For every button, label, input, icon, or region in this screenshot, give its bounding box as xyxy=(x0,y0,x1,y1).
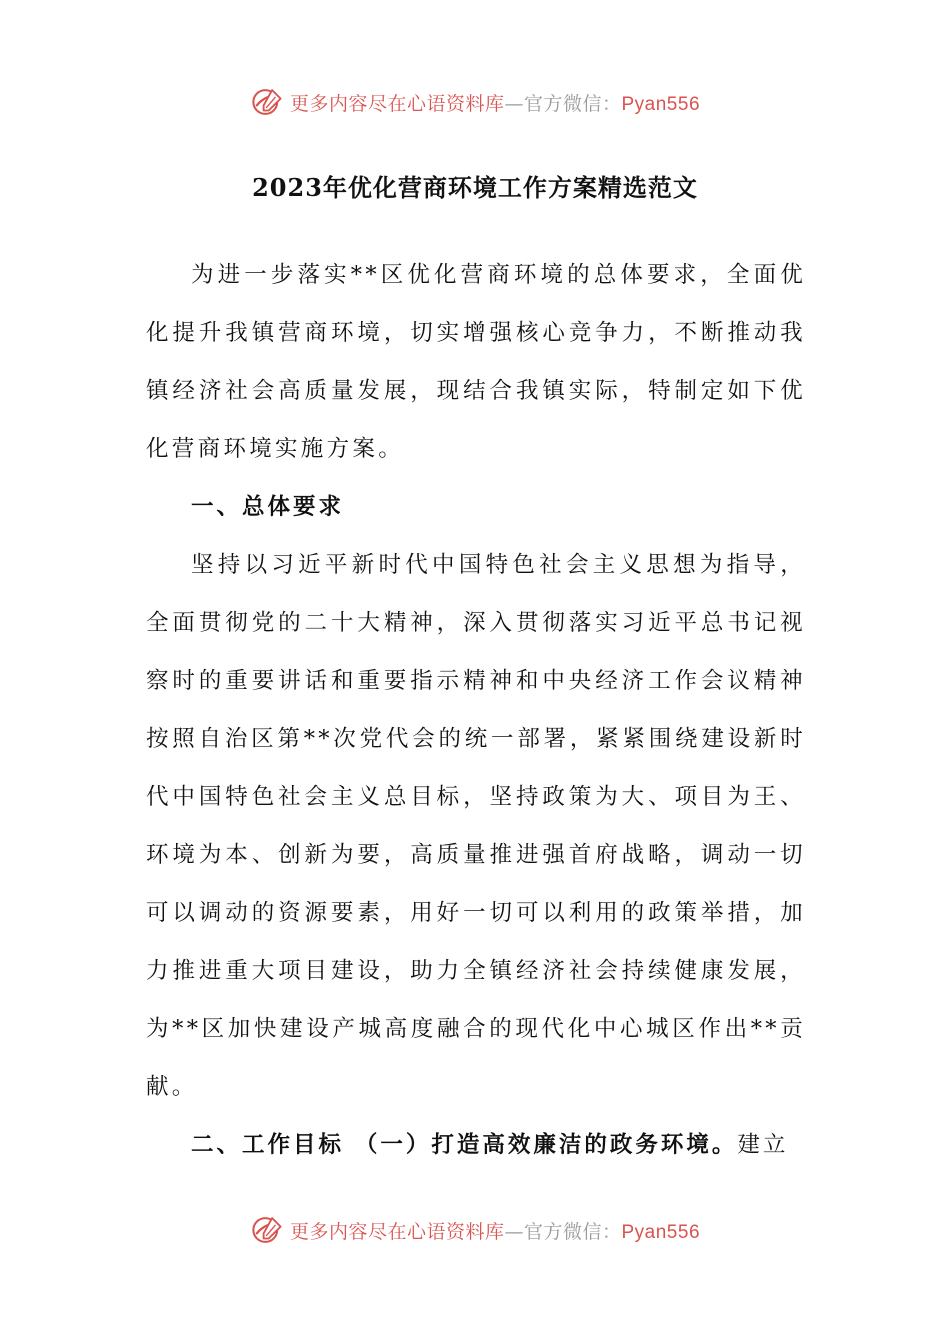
document-title: 2023年优化营商环境工作方案精选范文 xyxy=(252,173,698,202)
watermark-label: 官方微信： xyxy=(523,92,622,115)
watermark-footer xyxy=(0,1210,950,1250)
document-body xyxy=(146,246,806,1174)
section-heading-2-text: 二、工作目标 （一）打造高效廉洁的政务环境。 xyxy=(191,1132,738,1158)
watermark-prefix: 更多内容尽在心语资料库 xyxy=(289,1220,505,1243)
watermark-separator: — xyxy=(504,92,524,115)
watermark-header xyxy=(0,82,950,122)
section-heading-1: 一、总体要求 xyxy=(191,494,345,520)
watermark-text xyxy=(290,1217,700,1244)
pen-logo-icon xyxy=(250,1213,284,1247)
watermark-prefix: 更多内容尽在心语资料库 xyxy=(289,92,505,115)
section-heading-2 xyxy=(146,1116,806,1174)
watermark-id: Pyan556 xyxy=(621,93,701,115)
section-2-tail: 建立 xyxy=(737,1132,789,1158)
watermark-label: 官方微信： xyxy=(523,1220,622,1243)
watermark-text xyxy=(290,89,700,116)
watermark-separator: — xyxy=(504,1220,524,1243)
section-1-paragraph: 坚持以习近平新时代中国特色社会主义思想为指导，全面贯彻党的二十大精神，深入贯彻落实习近平总书记视察时的重要讲话和重要指示精神和中央经济工作会议精神按照自治区第**次党代会的统一部署，紧紧围绕建设新时代中国特色社会主义总目标，坚持政策为大、项目为王、环境为本、创新为要，高质量推进强首府战略，调动一切可以调动的资源要素，用好一切可以利用的政策举措，加力推进重大项目建设，助力全镇经济社会持续健康发展，为**区加快建设产城高度融合的现代化中心城区作出**贡献。 xyxy=(146,552,806,1100)
pen-logo-icon xyxy=(250,85,284,119)
intro-paragraph: 为进一步落实**区优化营商环境的总体要求，全面优化提升我镇营商环境，切实增强核心竞争力，不断推动我镇经济社会高质量发展，现结合我镇实际，特制定如下优化营商环境实施方案。 xyxy=(146,262,806,462)
watermark-id: Pyan556 xyxy=(621,1221,701,1243)
